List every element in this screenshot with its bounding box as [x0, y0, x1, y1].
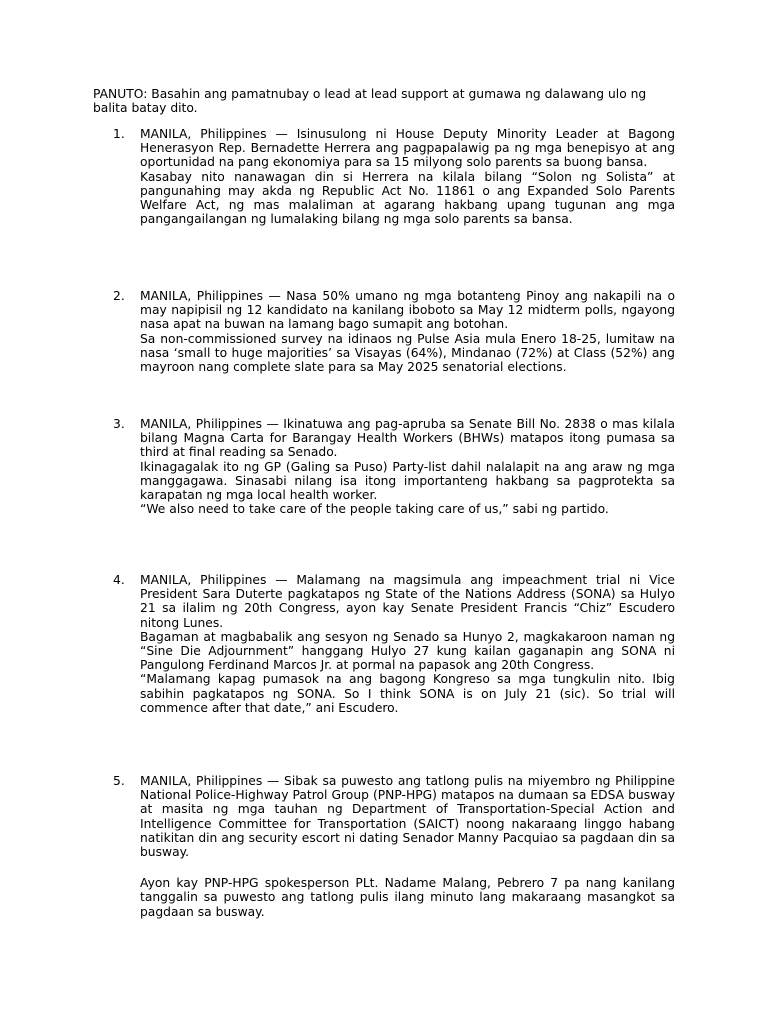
lead-paragraph: MANILA, Philippines — Isinusulong ni House Deputy Minority Leader at Bagong Henerasyon Rep. Bernadette Herrera ang pagpapalawig pa ng mga benepisyo at ang oportunidad na pang ekonomiya para sa 15 milyong solo parents sa buong bansa. — [140, 127, 675, 170]
list-number: 3. — [113, 417, 125, 431]
instruction-text: PANUTO: Basahin ang pamatnubay o lead at lead support at gumawa ng dalawang ulo ng balita batay dito. — [93, 87, 647, 116]
quote-paragraph: “Malamang kapag pumasok na ang bagong Kongreso sa mga tungkulin nito. Ibig sabihin pagkatapos ng SONA. So I think SONA is on July 21 (sic). So trial will commence after that date,” ani Escudero. — [140, 672, 675, 715]
list-item-body — [140, 127, 675, 226]
list-item-body — [140, 417, 675, 516]
list-number: 1. — [113, 127, 125, 141]
lead-paragraph: MANILA, Philippines — Nasa 50% umano ng mga botanteng Pinoy ang nakapili na o may napipisil ng 12 kandidato na kanilang iboboto sa May 12 midterm polls, ngayong nasa apat na buwan na lamang bago sumapit ang botohan. — [140, 289, 675, 332]
lead-support-paragraph: Ayon kay PNP-HPG spokesperson PLt. Nadame Malang, Pebrero 7 pa nang kanilang tanggalin sa puwesto ang tatlong pulis ilang minuto lang makaraang masangkot sa pagdaan sa busway. — [140, 876, 675, 919]
list-number: 2. — [113, 289, 125, 303]
list-item-2 — [113, 289, 675, 374]
list-number: 4. — [113, 573, 125, 587]
lead-support-paragraph: Ikinagagalak ito ng GP (Galing sa Puso) Party-list dahil nalalapit na ang araw ng mga manggagawa. Sinasabi nilang isa itong importanteng hakbang sa pagprotekta sa karapatan ng mga local health worker. — [140, 459, 675, 503]
lead-support-paragraph: Bagaman at magbabalik ang sesyon ng Senado sa Hunyo 2, magkakaroon naman ng “Sine Die Adjournment” hanggang Hulyo 27 kung kailan gaganapin ang SONA ni Pangulong Ferdinand Marcos Jr. at pormal na papasok ang 20th Congress. — [140, 629, 675, 673]
list-item-4 — [113, 573, 675, 715]
lead-paragraph: MANILA, Philippines — Ikinatuwa ang pag-apruba sa Senate Bill No. 2838 o mas kilala bilang Magna Carta for Barangay Health Workers (BHWs) matapos itong pumasa sa third at final reading sa Senado. — [140, 417, 675, 460]
list-item-body — [140, 573, 675, 715]
lead-paragraph: MANILA, Philippines — Sibak sa puwesto ang tatlong pulis na miyembro ng Philippine National Police-Highway Patrol Group (PNP-HPG) matapos na dumaan sa EDSA busway at masita ng mga tauhan ng Department of Transportation-Special Action and Intelligence Committee for Transportation (SAICT) noong nakaraang linggo habang natikitan din ang security escort ni dating Senador Manny Pacquiao sa pagdaan din sa busway. — [140, 774, 675, 860]
list-number: 5. — [113, 774, 125, 788]
lead-support-paragraph: Sa non-commissioned survey na idinaos ng Pulse Asia mula Enero 18-25, lumitaw na nasa ‘small to huge majorities’ sa Visayas (64%), Mindanao (72%) at Class (52%) ang mayroon nang complete slate para sa May 2025 senatorial elections. — [140, 331, 675, 375]
list-item-5 — [113, 774, 675, 919]
quote-paragraph: “We also need to take care of the people taking care of us,” sabi ng partido. — [140, 502, 609, 517]
lead-support-paragraph: Kasabay nito nanawagan din si Herrera na kilala bilang “Solon ng Solista” at pangunahing may akda ng Republic Act No. 11861 o ang Expanded Solo Parents Welfare Act, ng mas malaliman at agarang hakbang upang tugunan ang mga pangangailangan ng lumalaking bilang ng mga solo parents sa bansa. — [140, 169, 675, 227]
list-item-body — [140, 774, 675, 919]
lead-paragraph: MANILA, Philippines — Malamang na magsimula ang impeachment trial ni Vice President Sara Duterte pagkatapos ng State of the Nations Address (SONA) sa Hulyo 21 sa ilalim ng 20th Congress, ayon kay Senate President Francis “Chiz” Escudero nitong Lunes. — [140, 573, 675, 630]
list-item-1 — [113, 127, 675, 226]
list-item-3 — [113, 417, 675, 516]
list-item-body — [140, 289, 675, 374]
